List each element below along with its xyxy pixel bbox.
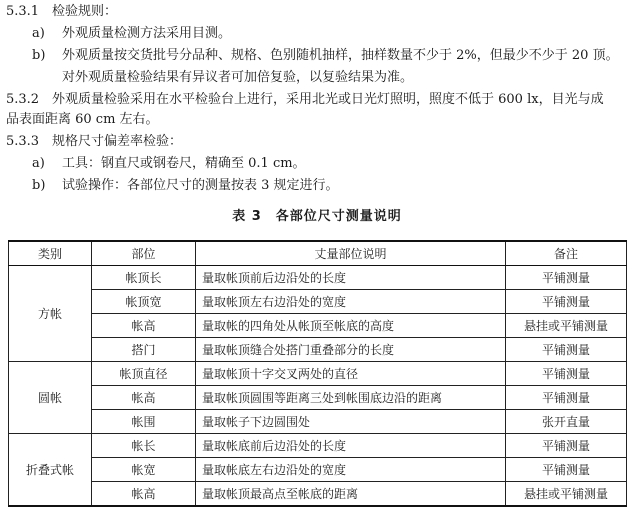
part-cell: 帐高 bbox=[92, 482, 196, 507]
description-cell: 量取帐的四角处从帐顶至帐底的高度 bbox=[196, 314, 506, 338]
description-cell: 量取帐顶最高点至帐底的距离 bbox=[196, 482, 506, 507]
description-cell: 量取帐底前后边沿处的长度 bbox=[196, 434, 506, 458]
description-cell: 量取帐顶缝合处搭门重叠部分的长度 bbox=[196, 338, 506, 362]
table-row bbox=[9, 434, 627, 458]
clause-text: 检验规则： bbox=[52, 4, 118, 19]
clause-5-3-2-continued bbox=[6, 110, 159, 130]
clause-5-3-3-b bbox=[32, 176, 339, 196]
list-text: 工具：钢直尺或钢卷尺，精确至 0.1 cm。 bbox=[62, 156, 306, 171]
header-part: 部位 bbox=[92, 241, 196, 266]
table-row bbox=[9, 314, 627, 338]
category-cell: 方帐 bbox=[9, 266, 92, 362]
description-cell: 量取帐底左右边沿处的宽度 bbox=[196, 458, 506, 482]
list-marker: a) bbox=[32, 26, 45, 41]
clause-number: 5.3.1 bbox=[6, 4, 40, 19]
table-header-row bbox=[9, 241, 627, 266]
part-cell: 帐顶宽 bbox=[92, 290, 196, 314]
clause-5-3-1 bbox=[6, 2, 117, 22]
list-marker: a) bbox=[32, 156, 45, 171]
part-cell: 帐高 bbox=[92, 314, 196, 338]
clause-5-3-3-a bbox=[32, 154, 306, 174]
note-cell: 平铺测量 bbox=[506, 458, 627, 482]
list-text: 外观质量按交货批号分品种、规格、色别随机抽样，抽样数量不少于 2%，但最少不少于 20 顶。 bbox=[62, 48, 619, 63]
note-cell: 平铺测量 bbox=[506, 362, 627, 386]
category-cell: 折叠式帐 bbox=[9, 434, 92, 507]
description-cell: 量取帐顶前后边沿处的长度 bbox=[196, 266, 506, 290]
measurement-table bbox=[8, 240, 627, 507]
clause-5-3-1-b-continued bbox=[62, 68, 413, 88]
header-note: 备注 bbox=[506, 241, 627, 266]
clause-number: 5.3.3 bbox=[6, 134, 40, 149]
note-cell: 平铺测量 bbox=[506, 290, 627, 314]
part-cell: 搭门 bbox=[92, 338, 196, 362]
clause-5-3-2 bbox=[6, 90, 604, 110]
table-row bbox=[9, 386, 627, 410]
list-text-continued: 对外观质量检验结果有异议者可加倍复验，以复验结果为准。 bbox=[62, 70, 414, 85]
list-marker: b) bbox=[32, 48, 46, 63]
note-cell: 张开直量 bbox=[506, 410, 627, 434]
note-cell: 平铺测量 bbox=[506, 386, 627, 410]
part-cell: 帐顶直径 bbox=[92, 362, 196, 386]
description-cell: 量取帐顶圆围等距离三处到帐围底边沿的距离 bbox=[196, 386, 506, 410]
part-cell: 帐围 bbox=[92, 410, 196, 434]
note-cell: 悬挂或平铺测量 bbox=[506, 314, 627, 338]
header-description: 丈量部位说明 bbox=[196, 241, 506, 266]
clause-text: 外观质量检验采用在水平检验台上进行，采用北光或日光灯照明，照度不低于 600 lx，目光与成 bbox=[52, 92, 604, 107]
part-cell: 帐长 bbox=[92, 434, 196, 458]
note-cell: 悬挂或平铺测量 bbox=[506, 482, 627, 507]
part-cell: 帐高 bbox=[92, 386, 196, 410]
table-row bbox=[9, 458, 627, 482]
clause-number: 5.3.2 bbox=[6, 92, 40, 107]
clause-5-3-1-b bbox=[32, 46, 619, 66]
table-title: 表 3 各部位尺寸测量说明 bbox=[232, 209, 402, 224]
part-cell: 帐顶长 bbox=[92, 266, 196, 290]
category-cell: 圆帐 bbox=[9, 362, 92, 434]
note-cell: 平铺测量 bbox=[506, 266, 627, 290]
header-category: 类别 bbox=[9, 241, 92, 266]
table-row bbox=[9, 482, 627, 507]
clause-text-continued: 品表面距离 60 cm 左右。 bbox=[6, 112, 159, 127]
note-cell: 平铺测量 bbox=[506, 434, 627, 458]
note-cell: 平铺测量 bbox=[506, 338, 627, 362]
table-row bbox=[9, 290, 627, 314]
table-row bbox=[9, 338, 627, 362]
clause-5-3-3 bbox=[6, 132, 182, 152]
description-cell: 量取帐顶十字交叉两处的直径 bbox=[196, 362, 506, 386]
table-row bbox=[9, 410, 627, 434]
part-cell: 帐宽 bbox=[92, 458, 196, 482]
list-text: 试验操作：各部位尺寸的测量按表 3 规定进行。 bbox=[62, 178, 339, 193]
clause-5-3-1-a bbox=[32, 24, 231, 44]
list-text: 外观质量检测方法采用目测。 bbox=[62, 26, 232, 41]
table-row bbox=[9, 266, 627, 290]
description-cell: 量取帐子下边圆围处 bbox=[196, 410, 506, 434]
clause-text: 规格尺寸偏差率检验： bbox=[52, 134, 183, 149]
list-marker: b) bbox=[32, 178, 46, 193]
table-row bbox=[9, 362, 627, 386]
description-cell: 量取帐顶左右边沿处的宽度 bbox=[196, 290, 506, 314]
